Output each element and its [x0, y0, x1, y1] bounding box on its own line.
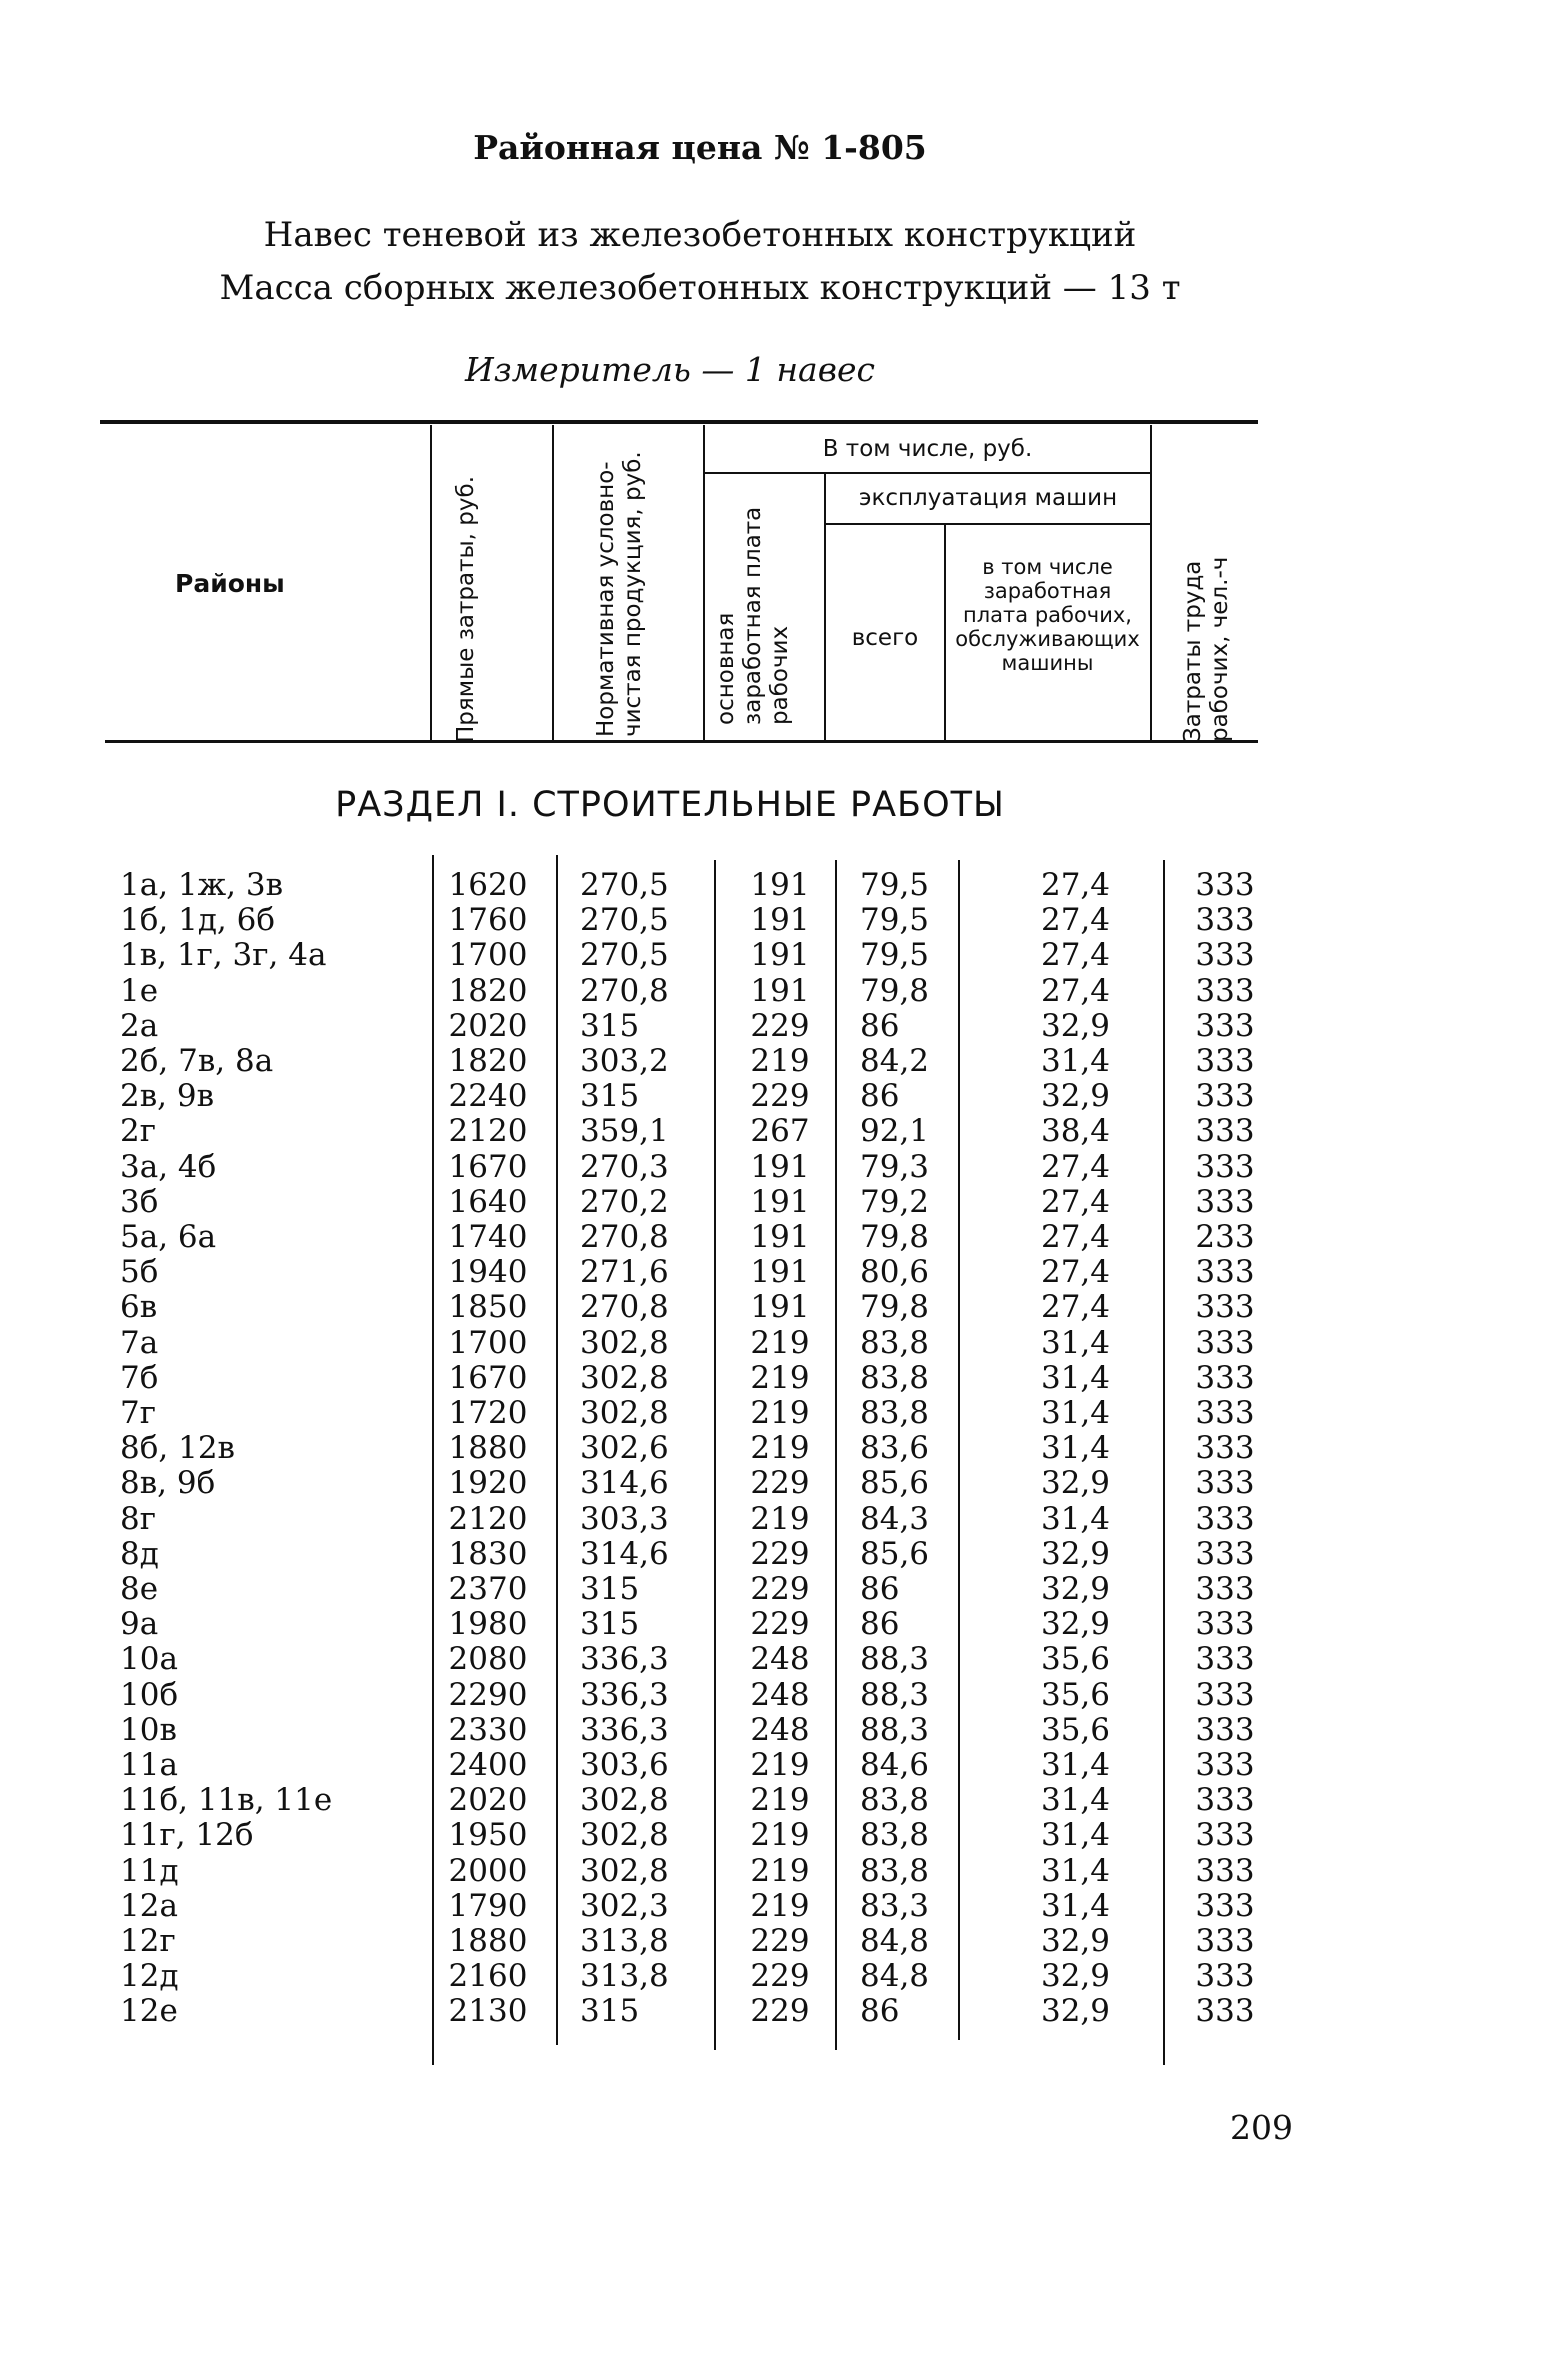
normative-cell: 315: [580, 1078, 640, 1115]
header-total: всего: [851, 625, 919, 651]
base-wage-cell: 191: [750, 867, 810, 903]
table-row: [0, 1889, 1543, 1924]
table-row: [0, 1079, 1543, 1114]
base-wage-cell: 229: [750, 1958, 810, 1995]
normative-cell: 302,8: [580, 1852, 669, 1889]
direct-costs-cell: 2120: [448, 1500, 528, 1537]
table-row: [0, 1431, 1543, 1466]
table-row: [0, 903, 1543, 938]
direct-costs-cell: 2000: [448, 1852, 528, 1889]
table-row: [0, 1818, 1543, 1853]
normative-cell: 271,6: [580, 1254, 669, 1291]
machines-total-cell: 83,8: [860, 1359, 930, 1396]
normative-cell: 315: [580, 1606, 640, 1643]
machines-total-cell: 83,8: [860, 1324, 930, 1361]
labor-cell: 333: [1195, 1183, 1255, 1220]
labor-cell: 333: [1195, 1289, 1255, 1326]
base-wage-cell: 248: [750, 1641, 810, 1678]
machine-wage-cell: 31,4: [1040, 1852, 1110, 1889]
normative-cell: 303,2: [580, 1043, 669, 1079]
base-wage-cell: 219: [750, 1500, 810, 1537]
table-row: [0, 1783, 1543, 1818]
labor-cell: 333: [1195, 1923, 1255, 1959]
header-regions: Районы: [175, 569, 285, 598]
header-top-rule: [100, 420, 1258, 424]
direct-costs-cell: 1880: [448, 1923, 528, 1959]
direct-costs-cell: 1620: [448, 867, 528, 903]
labor-cell: 333: [1195, 867, 1255, 903]
machine-wage-cell: 32,9: [1040, 1571, 1110, 1607]
region-cell: 8б, 12в: [120, 1430, 235, 1467]
region-cell: 8в, 9б: [120, 1465, 216, 1502]
base-wage-cell: 219: [750, 1782, 810, 1819]
labor-cell: 333: [1195, 1254, 1255, 1291]
normative-cell: 314,6: [580, 1465, 669, 1502]
machines-total-cell: 88,3: [860, 1711, 930, 1748]
labor-cell: 333: [1195, 1007, 1255, 1044]
region-cell: 11б, 11в, 11е: [120, 1782, 333, 1819]
subtitle-description: Навес теневой из железобетонных конструкций: [263, 215, 1137, 255]
direct-costs-cell: 1700: [448, 937, 528, 974]
base-wage-cell: 219: [750, 1395, 810, 1431]
labor-cell: 333: [1195, 1359, 1255, 1396]
region-cell: 10в: [120, 1711, 177, 1748]
region-cell: 8д: [120, 1535, 159, 1572]
labor-cell: 333: [1195, 1324, 1255, 1361]
machine-wage-cell: 31,4: [1040, 1395, 1110, 1431]
machine-wage-cell: 35,6: [1040, 1676, 1110, 1713]
labor-cell: 333: [1195, 1676, 1255, 1713]
table-row: [0, 974, 1543, 1009]
direct-costs-cell: 2020: [448, 1007, 528, 1044]
machine-wage-cell: 32,9: [1040, 1078, 1110, 1115]
direct-costs-cell: 1830: [448, 1535, 528, 1572]
header-including-rule: [705, 472, 1150, 474]
subtitle-mass: Масса сборных железобетонных конструкций — 13 т: [219, 268, 1181, 308]
labor-cell: 333: [1195, 1535, 1255, 1572]
region-cell: 3а, 4б: [120, 1148, 217, 1185]
machine-wage-cell: 27,4: [1040, 902, 1110, 939]
header-labor: Затраты труда рабочих, чел.-ч: [1180, 556, 1233, 742]
region-cell: 12е: [120, 1993, 178, 2030]
base-wage-cell: 229: [750, 1606, 810, 1643]
table-row: [0, 1009, 1543, 1044]
base-wage-cell: 219: [750, 1817, 810, 1854]
table-row: [0, 1924, 1543, 1959]
normative-cell: 336,3: [580, 1711, 669, 1748]
header-including: В том числе, руб.: [822, 436, 1033, 462]
base-wage-cell: 191: [750, 1254, 810, 1291]
table-row: [0, 1185, 1543, 1220]
normative-cell: 313,8: [580, 1923, 669, 1959]
region-cell: 12д: [120, 1958, 179, 1995]
region-cell: 12г: [120, 1923, 176, 1959]
region-cell: 8г: [120, 1500, 156, 1537]
normative-cell: 313,8: [580, 1958, 669, 1995]
labor-cell: 333: [1195, 1993, 1255, 2030]
labor-cell: 333: [1195, 1641, 1255, 1678]
table-row: [0, 1959, 1543, 1994]
normative-cell: 302,3: [580, 1887, 669, 1924]
labor-cell: 333: [1195, 1395, 1255, 1431]
table-row: [0, 938, 1543, 973]
machine-wage-cell: 31,4: [1040, 1887, 1110, 1924]
table-row: [0, 1150, 1543, 1185]
region-cell: 11а: [120, 1747, 178, 1783]
machines-total-cell: 79,5: [860, 902, 930, 939]
machines-total-cell: 83,3: [860, 1887, 930, 1924]
region-cell: 2а: [120, 1007, 159, 1044]
region-cell: 11д: [120, 1852, 179, 1889]
header-machine-wage: в том числе заработная плата рабочих, обслуживающих машины: [955, 555, 1140, 675]
measure-unit: Измеритель — 1 навес: [465, 350, 875, 389]
region-cell: 2в, 9в: [120, 1078, 215, 1115]
base-wage-cell: 229: [750, 1993, 810, 2030]
region-cell: 1е: [120, 972, 159, 1009]
normative-cell: 270,5: [580, 902, 669, 939]
machine-wage-cell: 31,4: [1040, 1430, 1110, 1467]
machines-total-cell: 84,6: [860, 1747, 930, 1783]
labor-cell: 233: [1195, 1219, 1255, 1255]
section-title: РАЗДЕЛ I. СТРОИТЕЛЬНЫЕ РАБОТЫ: [335, 785, 1005, 825]
direct-costs-cell: 2370: [448, 1571, 528, 1607]
region-cell: 7б: [120, 1359, 159, 1396]
normative-cell: 314,6: [580, 1535, 669, 1572]
direct-costs-cell: 2080: [448, 1641, 528, 1678]
machines-total-cell: 88,3: [860, 1676, 930, 1713]
header-bottom-rule: [105, 740, 1258, 743]
labor-cell: 333: [1195, 1817, 1255, 1854]
machines-total-cell: 84,8: [860, 1958, 930, 1995]
table-row: [0, 868, 1543, 903]
base-wage-cell: 219: [750, 1887, 810, 1924]
normative-cell: 302,8: [580, 1395, 669, 1431]
direct-costs-cell: 1700: [448, 1324, 528, 1361]
labor-cell: 333: [1195, 1782, 1255, 1819]
machine-wage-cell: 27,4: [1040, 867, 1110, 903]
region-cell: 12а: [120, 1887, 178, 1924]
region-cell: 9а: [120, 1606, 159, 1643]
direct-costs-cell: 2240: [448, 1078, 528, 1115]
machine-wage-cell: 35,6: [1040, 1711, 1110, 1748]
normative-cell: 302,6: [580, 1430, 669, 1467]
machine-wage-cell: 27,4: [1040, 1254, 1110, 1291]
labor-cell: 333: [1195, 1113, 1255, 1150]
region-cell: 10б: [120, 1676, 179, 1713]
machines-total-cell: 85,6: [860, 1535, 930, 1572]
base-wage-cell: 229: [750, 1007, 810, 1044]
normative-cell: 270,8: [580, 972, 669, 1009]
base-wage-cell: 191: [750, 1219, 810, 1255]
normative-cell: 270,2: [580, 1183, 669, 1220]
direct-costs-cell: 1820: [448, 1043, 528, 1079]
region-cell: 1а, 1ж, 3в: [120, 867, 284, 903]
normative-cell: 302,8: [580, 1782, 669, 1819]
labor-cell: 333: [1195, 1711, 1255, 1748]
table-row: [0, 1854, 1543, 1889]
labor-cell: 333: [1195, 1852, 1255, 1889]
normative-cell: 302,8: [580, 1359, 669, 1396]
direct-costs-cell: 1980: [448, 1606, 528, 1643]
labor-cell: 333: [1195, 1500, 1255, 1537]
machines-total-cell: 83,8: [860, 1395, 930, 1431]
base-wage-cell: 191: [750, 1289, 810, 1326]
table-row: [0, 1502, 1543, 1537]
machine-wage-cell: 27,4: [1040, 1219, 1110, 1255]
normative-cell: 270,8: [580, 1289, 669, 1326]
machine-wage-cell: 31,4: [1040, 1782, 1110, 1819]
machine-wage-cell: 35,6: [1040, 1641, 1110, 1678]
header-base-wage: основная заработная плата рабочих: [713, 506, 793, 725]
machines-total-cell: 83,8: [860, 1782, 930, 1819]
direct-costs-cell: 1640: [448, 1183, 528, 1220]
machines-total-cell: 83,6: [860, 1430, 930, 1467]
machine-wage-cell: 27,4: [1040, 972, 1110, 1009]
table-row: [0, 1642, 1543, 1677]
machines-total-cell: 83,8: [860, 1852, 930, 1889]
region-cell: 11г, 12б: [120, 1817, 254, 1854]
machines-total-cell: 84,2: [860, 1043, 930, 1079]
direct-costs-cell: 1670: [448, 1359, 528, 1396]
region-cell: 6в: [120, 1289, 158, 1326]
normative-cell: 270,5: [580, 937, 669, 974]
base-wage-cell: 191: [750, 937, 810, 974]
machines-total-cell: 92,1: [860, 1113, 930, 1150]
header-divider-2: [552, 425, 554, 740]
labor-cell: 333: [1195, 1606, 1255, 1643]
labor-cell: 333: [1195, 1747, 1255, 1783]
labor-cell: 333: [1195, 1887, 1255, 1924]
table-row: [0, 1537, 1543, 1572]
labor-cell: 333: [1195, 1148, 1255, 1185]
labor-cell: 333: [1195, 972, 1255, 1009]
base-wage-cell: 191: [750, 1183, 810, 1220]
table-row: [0, 1290, 1543, 1325]
header-divider-1: [430, 425, 432, 740]
region-cell: 7а: [120, 1324, 159, 1361]
machine-wage-cell: 32,9: [1040, 1007, 1110, 1044]
machines-total-cell: 79,8: [860, 1289, 930, 1326]
machines-total-cell: 86: [860, 1571, 900, 1607]
normative-cell: 359,1: [580, 1113, 669, 1150]
machine-wage-cell: 31,4: [1040, 1043, 1110, 1079]
machine-wage-cell: 27,4: [1040, 1289, 1110, 1326]
direct-costs-cell: 1720: [448, 1395, 528, 1431]
table-row: [0, 1361, 1543, 1396]
region-cell: 2б, 7в, 8а: [120, 1043, 274, 1079]
header-divider-6: [1150, 425, 1152, 740]
machines-total-cell: 86: [860, 1993, 900, 2030]
machines-total-cell: 79,8: [860, 1219, 930, 1255]
direct-costs-cell: 1790: [448, 1887, 528, 1924]
machine-wage-cell: 27,4: [1040, 1183, 1110, 1220]
table-row: [0, 1255, 1543, 1290]
base-wage-cell: 191: [750, 902, 810, 939]
machines-total-cell: 80,6: [860, 1254, 930, 1291]
direct-costs-cell: 2330: [448, 1711, 528, 1748]
direct-costs-cell: 2400: [448, 1747, 528, 1783]
header-divider-5: [944, 525, 946, 740]
labor-cell: 333: [1195, 1571, 1255, 1607]
region-cell: 5а, 6а: [120, 1219, 217, 1255]
base-wage-cell: 229: [750, 1535, 810, 1572]
machine-wage-cell: 31,4: [1040, 1747, 1110, 1783]
machine-wage-cell: 31,4: [1040, 1359, 1110, 1396]
machine-wage-cell: 32,9: [1040, 1606, 1110, 1643]
page-number: 209: [1230, 2108, 1293, 2147]
region-cell: 2г: [120, 1113, 156, 1150]
base-wage-cell: 219: [750, 1430, 810, 1467]
direct-costs-cell: 1740: [448, 1219, 528, 1255]
direct-costs-cell: 1920: [448, 1465, 528, 1502]
machines-total-cell: 86: [860, 1606, 900, 1643]
normative-cell: 315: [580, 1007, 640, 1044]
machine-wage-cell: 31,4: [1040, 1817, 1110, 1854]
machine-wage-cell: 32,9: [1040, 1465, 1110, 1502]
direct-costs-cell: 1820: [448, 972, 528, 1009]
machine-wage-cell: 38,4: [1040, 1113, 1110, 1150]
table-row: [0, 1748, 1543, 1783]
machines-total-cell: 79,5: [860, 867, 930, 903]
base-wage-cell: 229: [750, 1078, 810, 1115]
normative-cell: 336,3: [580, 1641, 669, 1678]
labor-cell: 333: [1195, 902, 1255, 939]
base-wage-cell: 248: [750, 1676, 810, 1713]
normative-cell: 336,3: [580, 1676, 669, 1713]
direct-costs-cell: 1850: [448, 1289, 528, 1326]
direct-costs-cell: 1880: [448, 1430, 528, 1467]
table-row: [0, 1994, 1543, 2029]
header-machines-rule: [826, 523, 1150, 525]
machines-total-cell: 85,6: [860, 1465, 930, 1502]
page-title: Районная цена № 1-805: [473, 128, 927, 167]
table-row: [0, 1326, 1543, 1361]
table-row: [0, 1220, 1543, 1255]
header-direct-costs: Прямые затраты, руб.: [453, 475, 479, 743]
machines-total-cell: 84,3: [860, 1500, 930, 1537]
normative-cell: 270,8: [580, 1219, 669, 1255]
machine-wage-cell: 31,4: [1040, 1500, 1110, 1537]
direct-costs-cell: 1940: [448, 1254, 528, 1291]
base-wage-cell: 229: [750, 1465, 810, 1502]
labor-cell: 333: [1195, 937, 1255, 974]
table-row: [0, 1466, 1543, 1501]
normative-cell: 315: [580, 1571, 640, 1607]
normative-cell: 302,8: [580, 1817, 669, 1854]
machines-total-cell: 84,8: [860, 1923, 930, 1959]
header-machines: эксплуатация машин: [858, 485, 1118, 511]
machines-total-cell: 79,8: [860, 972, 930, 1009]
direct-costs-cell: 2290: [448, 1676, 528, 1713]
direct-costs-cell: 1950: [448, 1817, 528, 1854]
machines-total-cell: 86: [860, 1007, 900, 1044]
direct-costs-cell: 2020: [448, 1782, 528, 1819]
machine-wage-cell: 27,4: [1040, 937, 1110, 974]
machine-wage-cell: 32,9: [1040, 1958, 1110, 1995]
region-cell: 8е: [120, 1571, 159, 1607]
labor-cell: 333: [1195, 1958, 1255, 1995]
direct-costs-cell: 2120: [448, 1113, 528, 1150]
machine-wage-cell: 31,4: [1040, 1324, 1110, 1361]
base-wage-cell: 267: [750, 1113, 810, 1150]
normative-cell: 302,8: [580, 1324, 669, 1361]
base-wage-cell: 229: [750, 1923, 810, 1959]
labor-cell: 333: [1195, 1078, 1255, 1115]
table-row: [0, 1678, 1543, 1713]
base-wage-cell: 191: [750, 972, 810, 1009]
machines-total-cell: 88,3: [860, 1641, 930, 1678]
direct-costs-cell: 2130: [448, 1993, 528, 2030]
direct-costs-cell: 1670: [448, 1148, 528, 1185]
labor-cell: 333: [1195, 1430, 1255, 1467]
base-wage-cell: 248: [750, 1711, 810, 1748]
machines-total-cell: 86: [860, 1078, 900, 1115]
header-divider-4: [824, 474, 826, 740]
machine-wage-cell: 27,4: [1040, 1148, 1110, 1185]
machines-total-cell: 79,3: [860, 1148, 930, 1185]
machines-total-cell: 79,2: [860, 1183, 930, 1220]
table-row: [0, 1572, 1543, 1607]
normative-cell: 315: [580, 1993, 640, 2030]
labor-cell: 333: [1195, 1465, 1255, 1502]
base-wage-cell: 219: [750, 1852, 810, 1889]
normative-cell: 303,3: [580, 1500, 669, 1537]
table-row: [0, 1114, 1543, 1149]
normative-cell: 270,5: [580, 867, 669, 903]
machines-total-cell: 79,5: [860, 937, 930, 974]
base-wage-cell: 229: [750, 1571, 810, 1607]
header-normative: Нормативная условно-чистая продукция, руб.: [593, 451, 646, 737]
region-cell: 5б: [120, 1254, 159, 1291]
table-row: [0, 1713, 1543, 1748]
machines-total-cell: 83,8: [860, 1817, 930, 1854]
table-row: [0, 1607, 1543, 1642]
region-cell: 10а: [120, 1641, 178, 1678]
region-cell: 1б, 1д, 6б: [120, 902, 275, 939]
base-wage-cell: 191: [750, 1148, 810, 1185]
table-row: [0, 1396, 1543, 1431]
normative-cell: 270,3: [580, 1148, 669, 1185]
base-wage-cell: 219: [750, 1359, 810, 1396]
labor-cell: 333: [1195, 1043, 1255, 1079]
machine-wage-cell: 32,9: [1040, 1993, 1110, 2030]
direct-costs-cell: 1760: [448, 902, 528, 939]
normative-cell: 303,6: [580, 1747, 669, 1783]
direct-costs-cell: 2160: [448, 1958, 528, 1995]
table-row: [0, 1044, 1543, 1079]
machine-wage-cell: 32,9: [1040, 1535, 1110, 1572]
base-wage-cell: 219: [750, 1324, 810, 1361]
machine-wage-cell: 32,9: [1040, 1923, 1110, 1959]
region-cell: 7г: [120, 1395, 156, 1431]
region-cell: 3б: [120, 1183, 159, 1220]
region-cell: 1в, 1г, 3г, 4а: [120, 937, 327, 974]
base-wage-cell: 219: [750, 1043, 810, 1079]
base-wage-cell: 219: [750, 1747, 810, 1783]
